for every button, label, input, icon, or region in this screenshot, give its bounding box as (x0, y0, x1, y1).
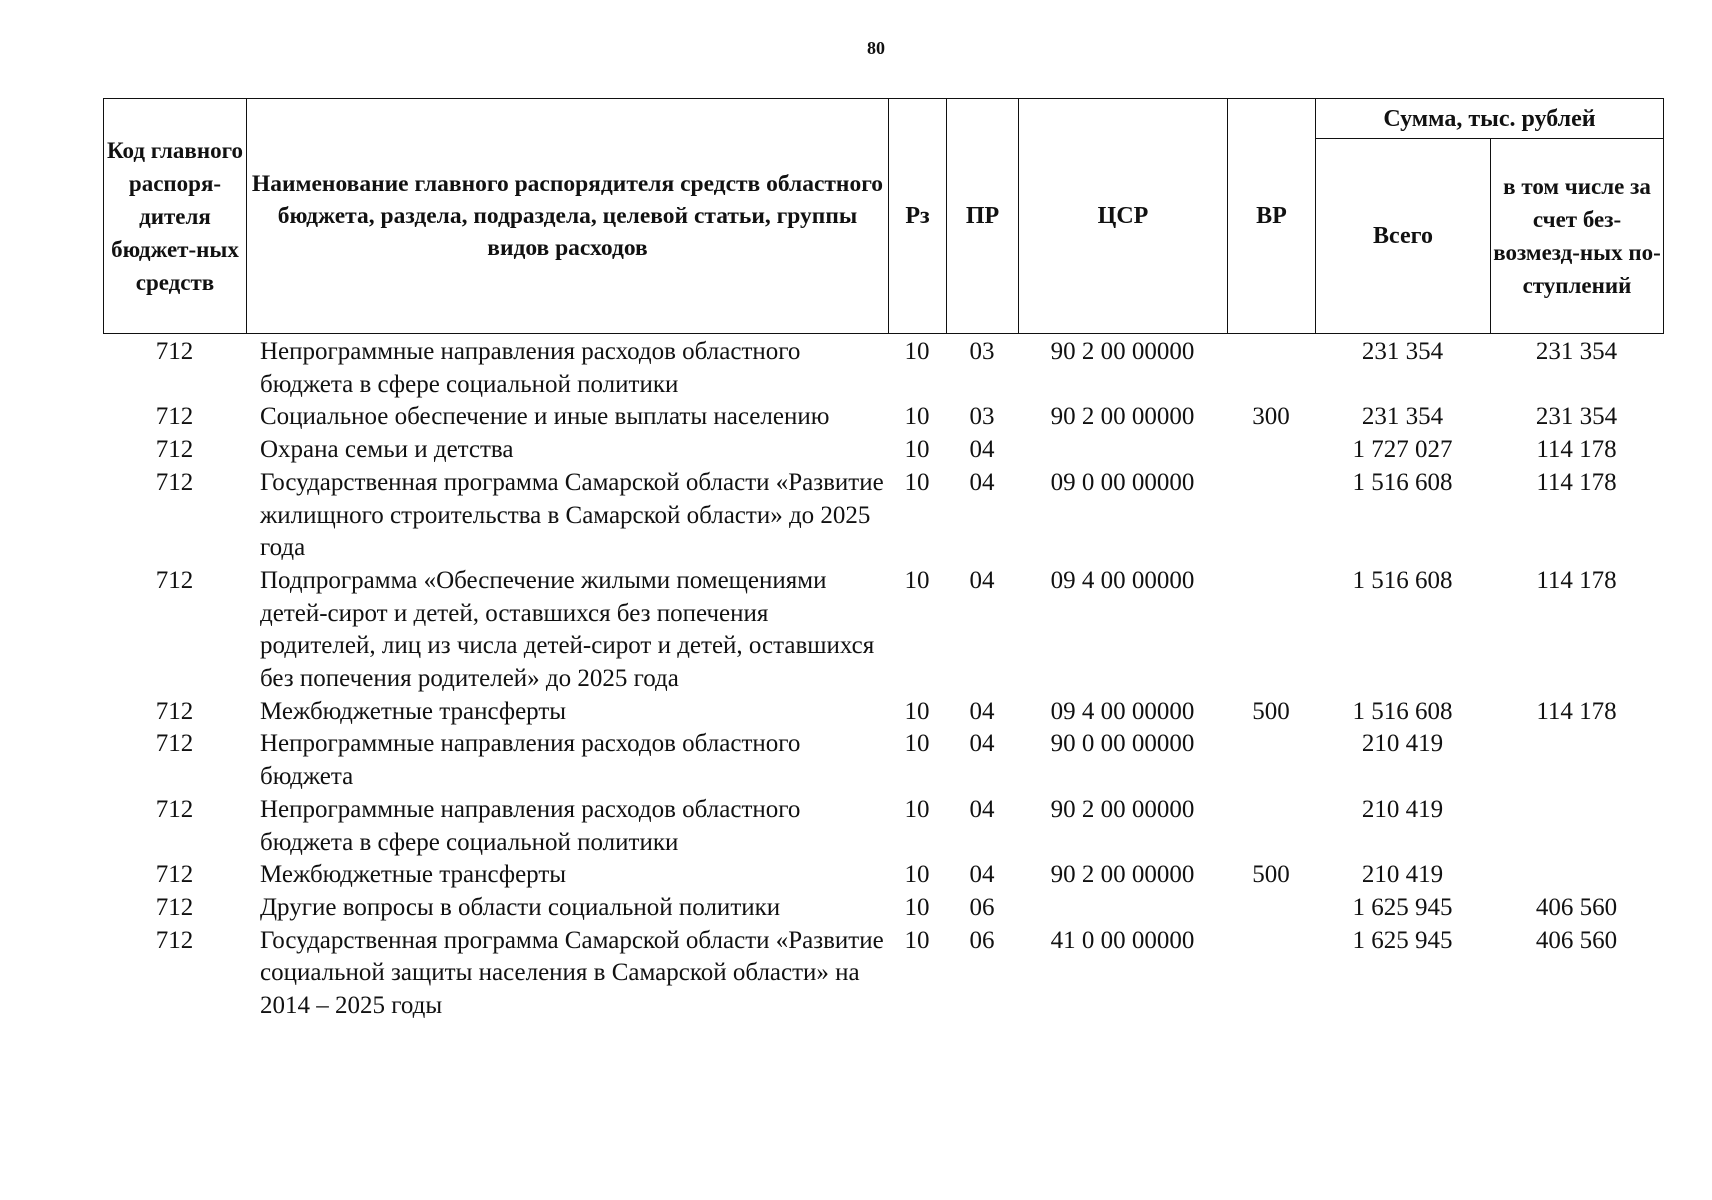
cell-rz: 10 (904, 338, 930, 365)
cell-free (1490, 859, 1663, 892)
cell-rz: 10 (904, 436, 930, 464)
cell-vr (1227, 434, 1315, 467)
table-row (103, 728, 1663, 793)
cell-csr: 90 2 00 00000 (1050, 795, 1195, 823)
table-row (103, 401, 1663, 434)
cell-name: Государственная программа Самарской области «Развитие социальной защиты населения в Самарской области» на 2014 – 2025 годы (260, 926, 884, 1020)
table-row (103, 892, 1663, 925)
cell-csr (1018, 434, 1227, 467)
cell-vr (1227, 925, 1315, 1023)
cell-free: 231 354 (1535, 338, 1618, 365)
cell-pr: 04 (969, 436, 995, 464)
cell-name: Другие вопросы в области социальной политики (260, 893, 781, 921)
cell-rz: 10 (904, 730, 930, 758)
cell-csr: 09 4 00 00000 (1050, 697, 1195, 725)
cell-total: 1 516 608 (1352, 566, 1453, 594)
cell-total: 1 727 027 (1352, 436, 1453, 464)
page-number: 80 (867, 38, 885, 58)
table-row (103, 434, 1663, 467)
cell-total: 1 516 608 (1352, 468, 1453, 496)
header-csr: ЦСР (1019, 99, 1228, 334)
cell-rz: 10 (904, 893, 930, 921)
cell-pr: 03 (969, 403, 995, 431)
cell-total: 210 419 (1361, 861, 1444, 889)
cell-total: 231 354 (1361, 403, 1444, 431)
cell-vr: 300 (1252, 403, 1290, 431)
cell-name: Социальное обеспечение и иные выплаты населению (260, 403, 830, 431)
cell-free: 231 354 (1535, 403, 1618, 431)
cell-rz: 10 (904, 795, 930, 823)
cell-name: Государственная программа Самарской области «Развитие жилищного строительства в Самарской области» до 2025 года (260, 468, 884, 562)
header-total: Всего (1316, 139, 1491, 334)
table-row (103, 925, 1663, 1023)
cell-vr (1227, 892, 1315, 925)
table-row (103, 467, 1663, 565)
cell-rz: 10 (904, 468, 930, 496)
cell-code: 712 (155, 338, 194, 365)
header-pr: ПР (947, 99, 1019, 334)
cell-total: 1 516 608 (1352, 697, 1453, 725)
cell-code: 712 (155, 697, 194, 725)
cell-total: 231 354 (1361, 338, 1444, 365)
cell-code: 712 (155, 893, 194, 921)
cell-pr: 04 (969, 730, 995, 758)
cell-name: Непрограммные направления расходов областного бюджета в сфере социальной политики (260, 338, 801, 398)
cell-pr: 06 (969, 926, 995, 954)
cell-code: 712 (155, 861, 194, 889)
cell-pr: 04 (969, 697, 995, 725)
cell-csr (1018, 892, 1227, 925)
cell-vr (1227, 336, 1315, 401)
cell-total: 1 625 945 (1352, 926, 1453, 954)
header-vr: ВР (1228, 99, 1316, 334)
cell-csr: 09 4 00 00000 (1050, 566, 1195, 594)
cell-total: 210 419 (1361, 795, 1444, 823)
cell-code: 712 (155, 730, 194, 758)
cell-csr: 41 0 00 00000 (1050, 926, 1195, 954)
cell-pr: 04 (969, 468, 995, 496)
cell-total: 210 419 (1361, 730, 1444, 758)
table-row (103, 696, 1663, 729)
cell-total: 1 625 945 (1352, 893, 1453, 921)
table-body (103, 336, 1663, 1023)
cell-name: Непрограммные направления расходов областного бюджета (260, 730, 801, 791)
table-row (103, 336, 1663, 401)
cell-name: Межбюджетные трансферты (260, 697, 567, 725)
cell-free: 114 178 (1536, 468, 1617, 496)
cell-vr (1227, 728, 1315, 793)
cell-rz: 10 (904, 403, 930, 431)
cell-vr: 500 (1252, 861, 1290, 889)
cell-vr (1227, 794, 1315, 859)
cell-csr: 90 2 00 00000 (1050, 861, 1195, 889)
cell-pr: 06 (969, 893, 995, 921)
table-row (103, 565, 1663, 696)
cell-free: 114 178 (1536, 436, 1617, 464)
cell-free: 114 178 (1536, 697, 1617, 725)
cell-name: Межбюджетные трансферты (260, 861, 567, 889)
cell-free: 406 560 (1535, 926, 1618, 954)
cell-code: 712 (155, 566, 194, 594)
cell-rz: 10 (904, 926, 930, 954)
cell-name: Непрограммные направления расходов областного бюджета в сфере социальной политики (260, 795, 801, 856)
cell-csr: 90 2 00 00000 (1050, 403, 1195, 431)
cell-rz: 10 (904, 566, 930, 594)
header-sum-group: Сумма, тыс. рублей (1316, 99, 1664, 139)
cell-vr: 500 (1252, 697, 1290, 725)
header-rz: Рз (889, 99, 947, 334)
cell-free (1490, 728, 1663, 793)
header-name: Наименование главного распорядителя средств областного бюджета, раздела, подраздела, целевой статьи, группы видов расходов (247, 99, 889, 334)
cell-name: Подпрограмма «Обеспечение жилыми помещениями детей-сирот и детей, оставшихся без попечения родителей, лиц из числа детей-сирот и детей, оставшихся без попечения родителей» до 2025 года (260, 566, 875, 693)
cell-name: Охрана семьи и детства (260, 436, 514, 464)
cell-pr: 03 (969, 338, 995, 365)
cell-rz: 10 (904, 861, 930, 889)
cell-vr (1227, 565, 1315, 696)
header-code: Код главного распоря-дителя бюджет-ных средств (104, 99, 247, 334)
cell-pr: 04 (969, 795, 995, 823)
cell-free (1490, 794, 1663, 859)
cell-pr: 04 (969, 861, 995, 889)
cell-code: 712 (155, 468, 194, 496)
cell-code: 712 (155, 403, 194, 431)
cell-pr: 04 (969, 566, 995, 594)
header-free: в том числе за счет без-возмезд-ных по-ступлений (1491, 139, 1664, 334)
cell-code: 712 (155, 926, 194, 954)
table-header (103, 98, 1664, 334)
cell-csr: 09 0 00 00000 (1050, 468, 1195, 496)
table-row (103, 794, 1663, 859)
cell-free: 114 178 (1536, 566, 1617, 594)
cell-csr: 90 0 00 00000 (1050, 730, 1195, 758)
cell-code: 712 (155, 795, 194, 823)
cell-csr: 90 2 00 00000 (1050, 338, 1195, 365)
table-row (103, 859, 1663, 892)
cell-code: 712 (155, 436, 194, 464)
cell-rz: 10 (904, 697, 930, 725)
cell-free: 406 560 (1535, 893, 1618, 921)
cell-vr (1227, 467, 1315, 565)
